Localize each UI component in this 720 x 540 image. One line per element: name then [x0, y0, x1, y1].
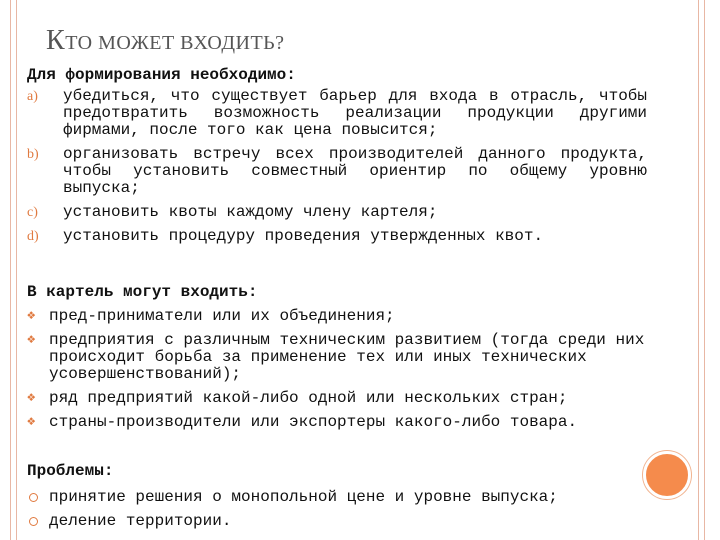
- list-item: [27, 228, 647, 245]
- list-item-text: установить квоты каждому члену картеля;: [63, 203, 438, 221]
- circle-bullet-icon: [29, 517, 38, 526]
- cartel-list: [27, 308, 647, 438]
- list-item-text: пред-приниматели или их объединения;: [49, 307, 395, 325]
- list-item-text: организовать встречу всех производителей данного продукта, чтобы установить совместный ориентир по общему уровню выпуска;: [63, 145, 647, 197]
- diamond-check-icon: ❖: [27, 390, 36, 406]
- list-item: [27, 308, 647, 325]
- right-border-line-inner: [698, 0, 699, 540]
- diamond-check-icon: ❖: [27, 308, 36, 324]
- list-marker: c): [27, 205, 38, 220]
- list-item-text: деление территории.: [49, 512, 232, 530]
- list-item-text: установить процедуру проведения утвержденных квот.: [63, 227, 544, 245]
- list-marker: a): [27, 89, 38, 104]
- list-item: [27, 146, 647, 197]
- decorative-orange-circle: [643, 451, 691, 499]
- formation-heading: Для формирования необходимо:: [27, 66, 296, 84]
- list-item: [27, 390, 647, 407]
- title-rest: ТО МОЖЕТ ВХОДИТЬ?: [65, 32, 285, 54]
- left-border-line-outer: [10, 0, 11, 540]
- circle-bullet-icon: [29, 493, 38, 502]
- list-item: [27, 204, 647, 221]
- list-marker: b): [27, 147, 39, 162]
- cartel-heading: В картель могут входить:: [27, 283, 258, 301]
- right-border-line-outer: [704, 0, 705, 540]
- list-item: [27, 88, 647, 139]
- list-item: [27, 332, 647, 383]
- diamond-check-icon: ❖: [27, 332, 36, 348]
- formation-list: [27, 88, 647, 252]
- list-item-text: ряд предприятий какой-либо одной или нескольких стран;: [49, 389, 568, 407]
- list-item-text: убедиться, что существует барьер для входа в отрасль, чтобы предотвратить возможность реализации продукции другими фирмами, после того как цена повысится;: [63, 87, 647, 139]
- slide-title: [46, 20, 285, 57]
- title-first-letter: К: [46, 25, 66, 56]
- list-item: [27, 414, 647, 431]
- diamond-check-icon: ❖: [27, 414, 36, 430]
- list-item-text: страны-производители или экспортеры какого-либо товара.: [49, 413, 578, 431]
- problems-list: [27, 489, 647, 537]
- left-border-line-inner: [16, 0, 17, 540]
- problems-heading: Проблемы:: [27, 462, 114, 480]
- list-item: [27, 513, 647, 530]
- list-item-text: принятие решения о монопольной цене и уровне выпуска;: [49, 488, 558, 506]
- list-item: [27, 489, 647, 506]
- list-item-text: предприятия с различным техническим развитием (тогда среди них происходит борьба за применение тех или иных технических усовершенствований);: [49, 331, 645, 383]
- list-marker: d): [27, 229, 39, 244]
